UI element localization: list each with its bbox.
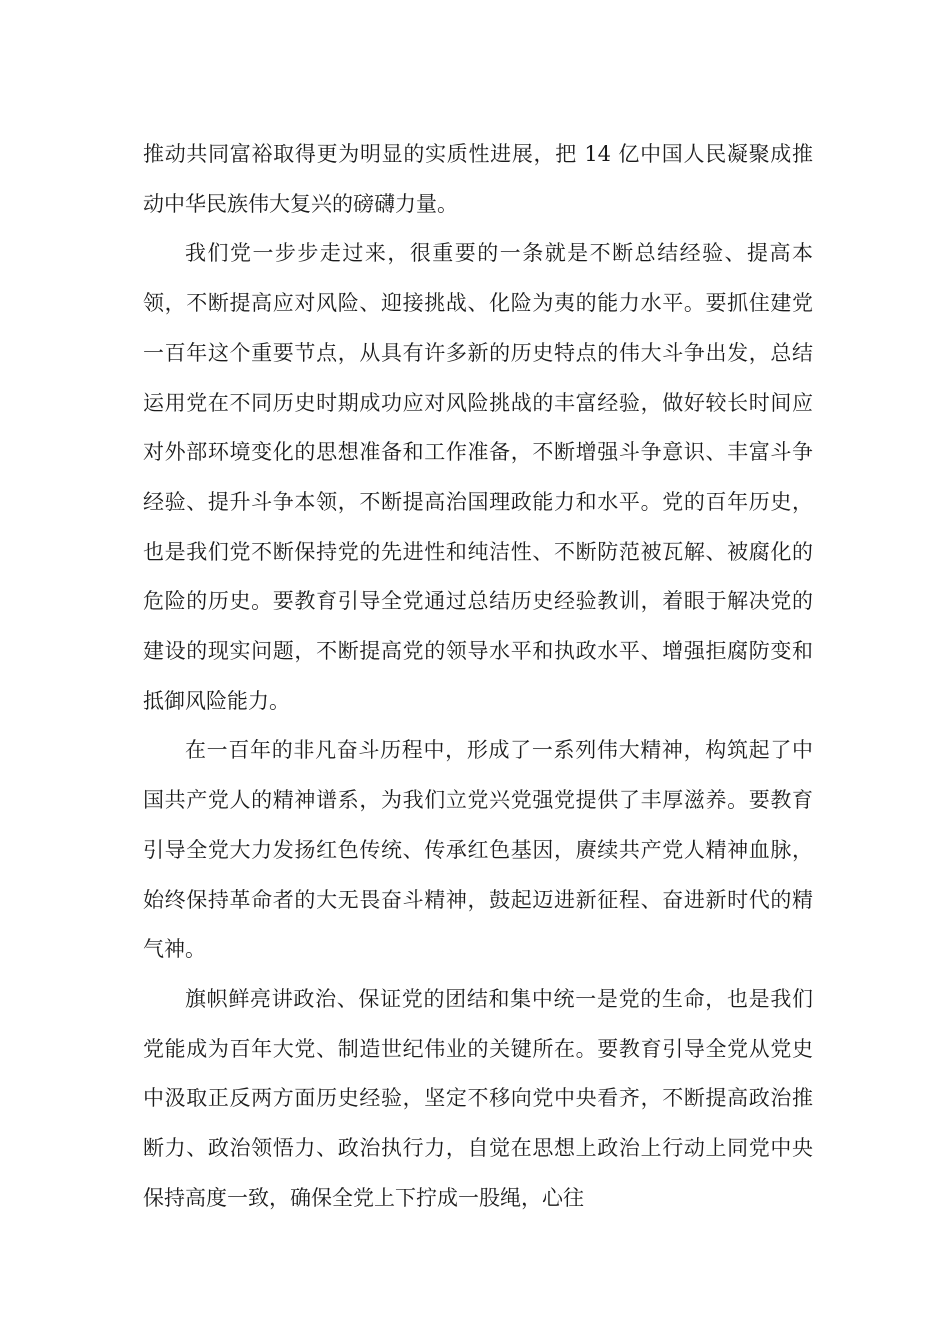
paragraph-4: 旗帜鲜亮讲政治、保证党的团结和集中统一是党的生命，也是我们党能成为百年大党、制造世纪伟业的关键所在。要教育引导全党从党史中汲取正反两方面历史经验，坚定不移向党中央看齐，不断提高政治推断力、政治领悟力、政治执行力，自觉在思想上政治上行动上同党中央保持高度一致，确保全党上下拧成一股绳，心往 — [143, 986, 813, 1210]
paragraph-1: 推动共同富裕取得更为明显的实质性进展，把 14 亿中国人民凝聚成推动中华民族伟大复兴的磅礴力量。 — [143, 142, 813, 216]
document-body — [143, 130, 813, 1223]
paragraph-3: 在一百年的非凡奋斗历程中，形成了一系列伟大精神，构筑起了中国共产党人的精神谱系，为我们立党兴党强党提供了丰厚滋养。要教育引导全党大力发扬红色传统、传承红色基因，赓续共产党人精神血脉，始终保持革命者的大无畏奋斗精神，鼓起迈进新征程、奋进新时代的精气神。 — [143, 738, 813, 962]
paragraph-2: 我们党一步步走过来，很重要的一条就是不断总结经验、提高本领，不断提高应对风险、迎接挑战、化险为夷的能力水平。要抓住建党一百年这个重要节点，从具有许多新的历史特点的伟大斗争出发，总结运用党在不同历史时期成功应对风险挑战的丰富经验，做好较长时间应对外部环境变化的思想准备和工作准备，不断增强斗争意识、丰富斗争经验、提升斗争本领，不断提高治国理政能力和水平。党的百年历史，也是我们党不断保持党的先进性和纯洁性、不断防范被瓦解、被腐化的危险的历史。要教育引导全党通过总结历史经验教训，着眼于解决党的建设的现实问题，不断提高党的领导水平和执政水平、增强拒腐防变和抵御风险能力。 — [143, 241, 813, 713]
